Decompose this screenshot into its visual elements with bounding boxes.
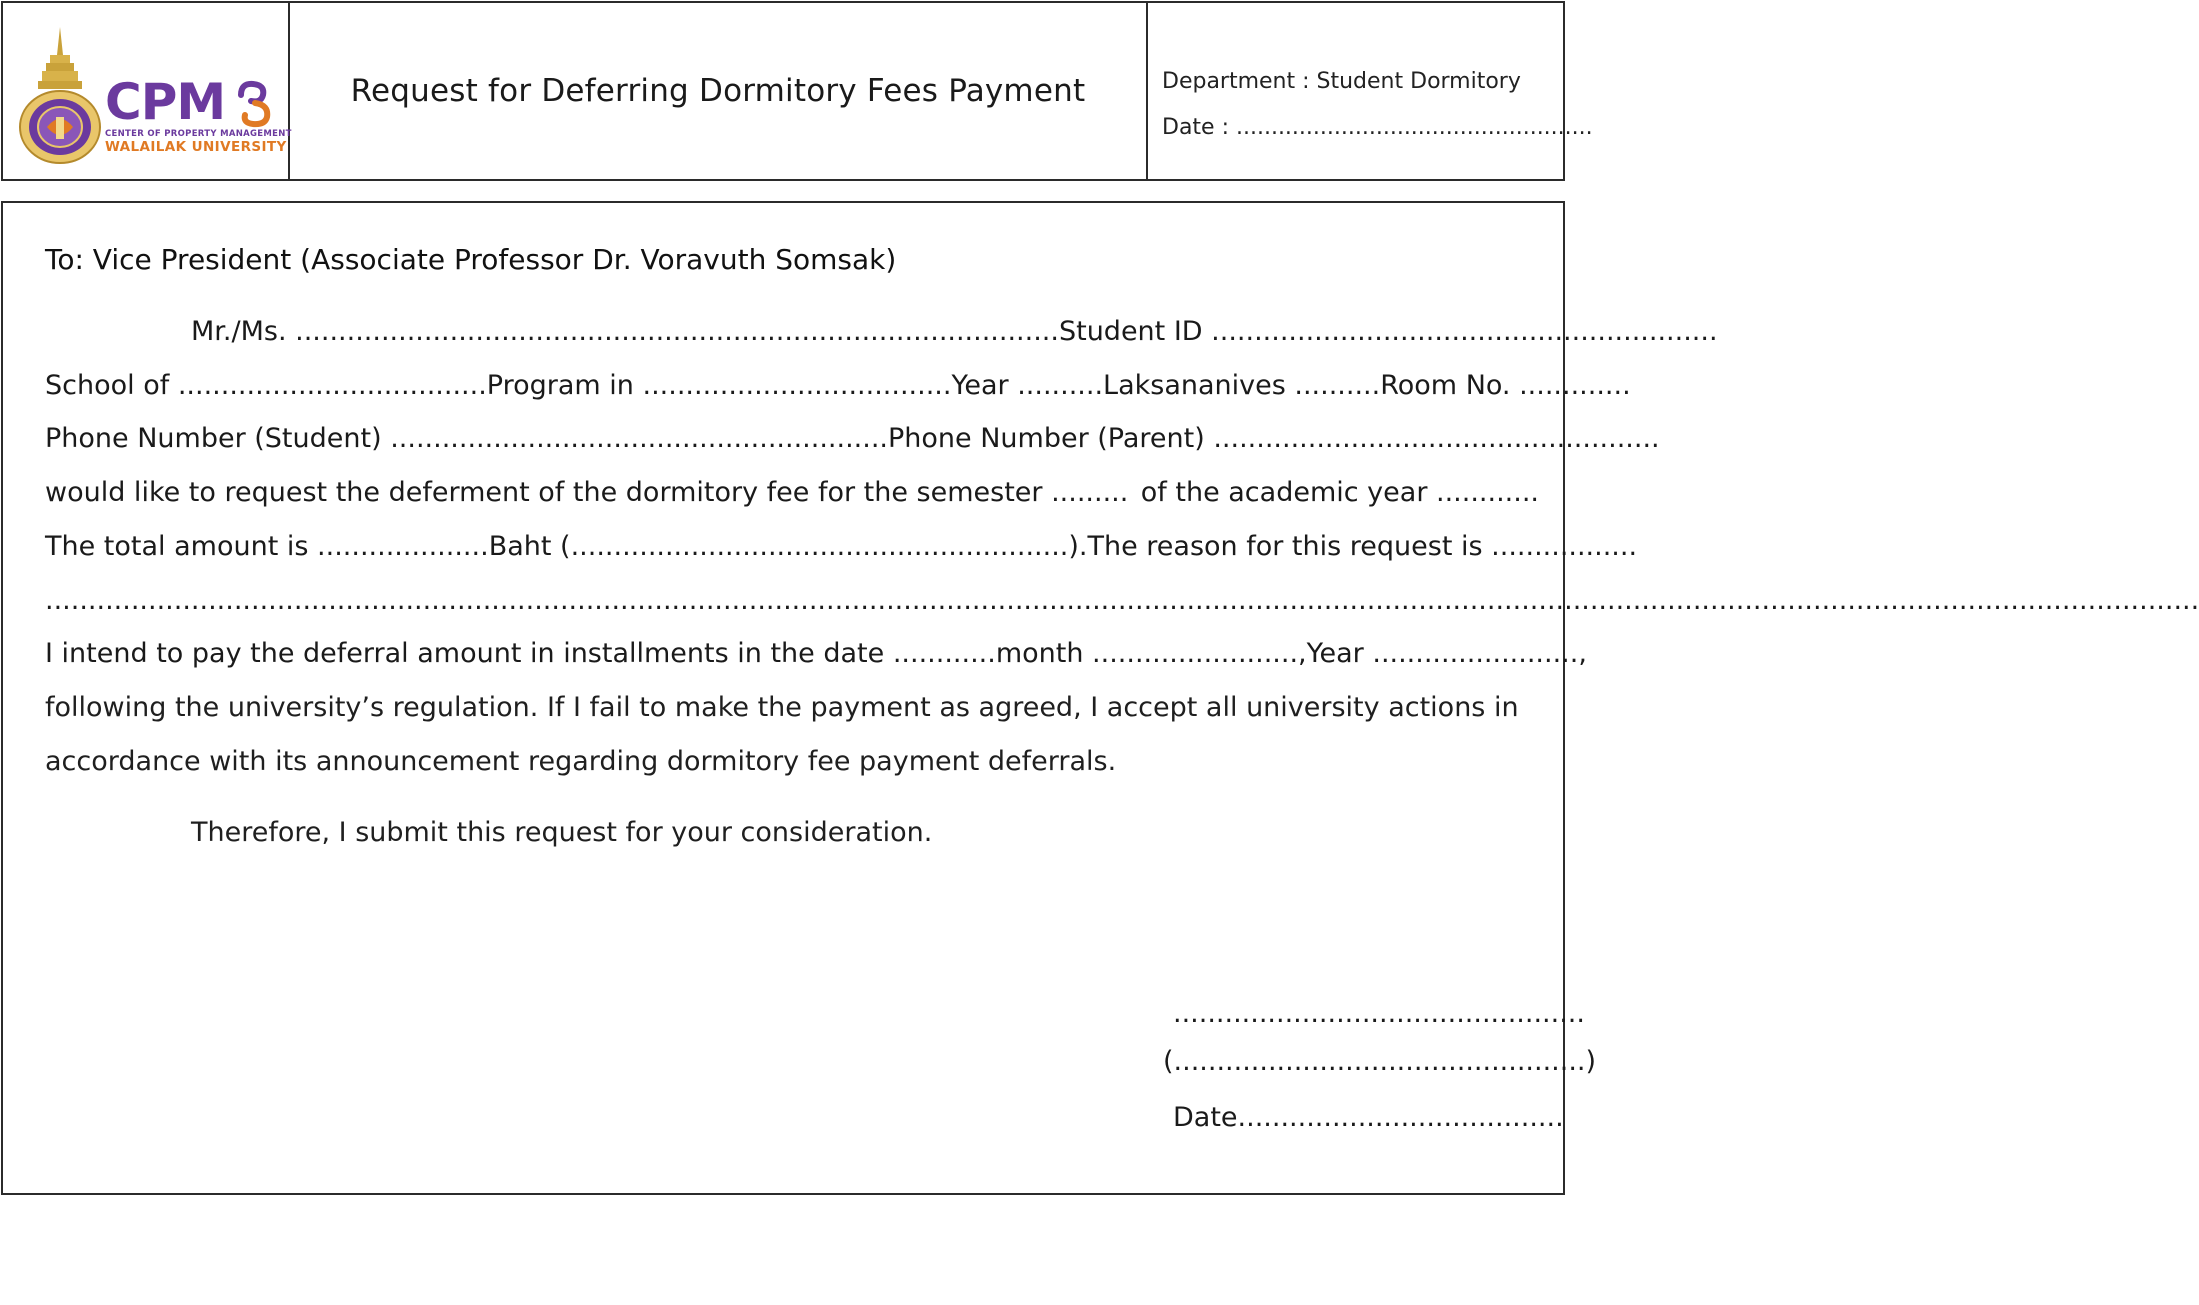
installment-row <box>45 638 1587 669</box>
title-area <box>290 3 1148 179</box>
reason-field[interactable]: The reason for this request is ................. <box>1087 531 1638 562</box>
closing-text: Therefore, I submit this request for your consideration. <box>191 817 933 848</box>
student-phone-field[interactable]: Phone Number (Student) .......................................................... <box>45 423 888 454</box>
name-row <box>191 316 1718 347</box>
program-field[interactable]: Program in .................................... <box>486 370 952 401</box>
regulation-text: following the university’s regulation. If I fail to make the payment as agreed, I accept all university actions in <box>45 692 1519 723</box>
printed-name-field[interactable]: (................................................) <box>1163 1046 1597 1077</box>
amount-words-field[interactable]: Baht (..........................................................). <box>488 531 1088 562</box>
amount-row <box>45 531 1638 562</box>
semester-row <box>45 477 1539 508</box>
department-line: Department : Student Dormitory <box>1162 69 1521 94</box>
logo-university: WALAILAK UNIVERSITY <box>105 139 287 155</box>
semester-field[interactable]: would like to request the deferment of the dormitory fee for the semester ......... <box>45 477 1129 508</box>
installment-year-field[interactable]: Year ........................, <box>1306 638 1587 669</box>
addressee-line: To: Vice President (Associate Professor Dr. Voravuth Somsak) <box>45 243 897 276</box>
reason-continued-field[interactable]: ........................................................................................................................................................................................................................................................... <box>45 585 2199 616</box>
form-title: Request for Deferring Dormitory Fees Payment <box>350 73 1086 109</box>
parent-phone-field[interactable]: Phone Number (Parent) .................................................... <box>888 423 1660 454</box>
name-field[interactable]: Mr./Ms. ......................................................................................... <box>191 316 1059 347</box>
signature-field[interactable]: ................................................ <box>1173 998 1585 1029</box>
meta-area <box>1148 3 1593 179</box>
logo-swirl-icon <box>233 81 273 127</box>
university-seal-icon <box>17 25 103 165</box>
year-field[interactable]: Year .......... <box>951 370 1104 401</box>
school-row <box>45 370 1631 401</box>
installment-month-field[interactable]: month ........................, <box>995 638 1307 669</box>
installment-date-field[interactable]: I intend to pay the deferral amount in installments in the date ............ <box>45 638 996 669</box>
amount-field[interactable]: The total amount is .................... <box>45 531 489 562</box>
logo-area <box>3 3 290 179</box>
academic-year-field[interactable]: of the academic year ............ <box>1140 477 1539 508</box>
laksananives-field[interactable]: Laksananives .......... <box>1103 370 1381 401</box>
announcement-text: accordance with its announcement regarding dormitory fee payment deferrals. <box>45 746 1117 777</box>
header-date-field[interactable]: Date : ................................................... <box>1162 115 1593 140</box>
room-field[interactable]: Room No. ............. <box>1380 370 1631 401</box>
logo-subtitle: CENTER OF PROPERTY MANAGEMENT <box>105 129 292 139</box>
logo-brand: CPM <box>105 73 226 131</box>
form-body <box>1 201 2199 1195</box>
school-field[interactable]: School of .................................... <box>45 370 487 401</box>
signature-date-field[interactable]: Date...................................... <box>1173 1102 1564 1133</box>
student-id-field[interactable]: Student ID ........................................................... <box>1058 316 1718 347</box>
phone-row <box>45 423 1660 454</box>
form-header <box>1 1 1593 181</box>
